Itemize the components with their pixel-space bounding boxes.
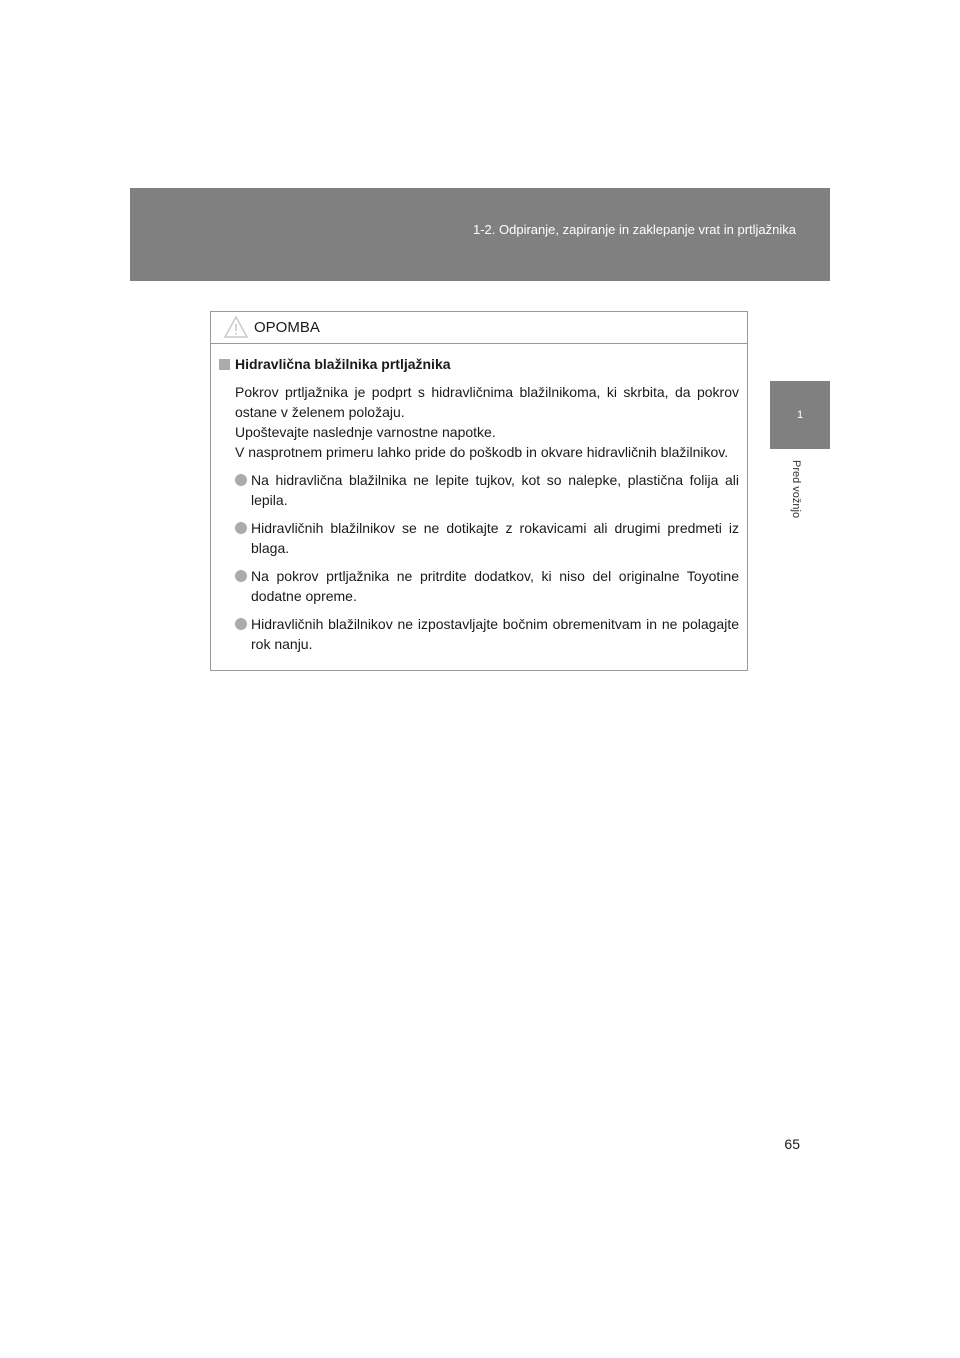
notice-title: OPOMBA [254,319,320,336]
notice-box [210,311,748,671]
chapter-tab: 1 [770,381,830,449]
header-band [130,188,830,281]
notice-header [211,312,747,344]
chapter-label: Pred vožnjo [790,460,802,519]
warning-triangle-icon [223,315,249,339]
page-number: 65 [784,1136,800,1152]
list-item [235,614,739,654]
subheading-text: Hidravlična blažilnika prtljažnika [235,356,451,372]
bullet-dot-icon [235,618,247,630]
list-item [235,470,739,510]
bullet-dot-icon [235,570,247,582]
notice-body [211,344,747,654]
square-bullet-icon [219,359,230,370]
consequence-line: V nasprotnem primeru lahko pride do poškodb in okvare hidravličnih blažilnikov. [235,444,729,460]
list-item [235,566,739,606]
header-title: 1-2. Odpiranje, zapiranje in zaklepanje vrat in prtljažnika [472,222,796,237]
list-item-text: Na pokrov prtljažnika ne pritrdite dodatkov, ki niso del originalne Toyotine dodatne opreme. [251,568,739,604]
notice-subheading [219,354,739,374]
intro-paragraph: Pokrov prtljažnika je podprt s hidravličnima blažilnikoma, ki skrbita, da pokrov ostane v želenem položaju. [235,384,739,420]
bullet-dot-icon [235,522,247,534]
instruction-line: Upoštevajte naslednje varnostne napotke. [235,424,496,440]
list-item-text: Hidravličnih blažilnikov se ne dotikajte z rokavicami ali drugimi predmeti iz blaga. [251,520,739,556]
list-item-text: Na hidravlična blažilnika ne lepite tujkov, kot so nalepke, plastična folija ali lepila. [251,472,739,508]
list-item [235,518,739,558]
list-item-text: Hidravličnih blažilnikov ne izpostavljajte bočnim obremenitvam in ne polagajte rok nanju. [251,616,739,652]
bullet-dot-icon [235,474,247,486]
